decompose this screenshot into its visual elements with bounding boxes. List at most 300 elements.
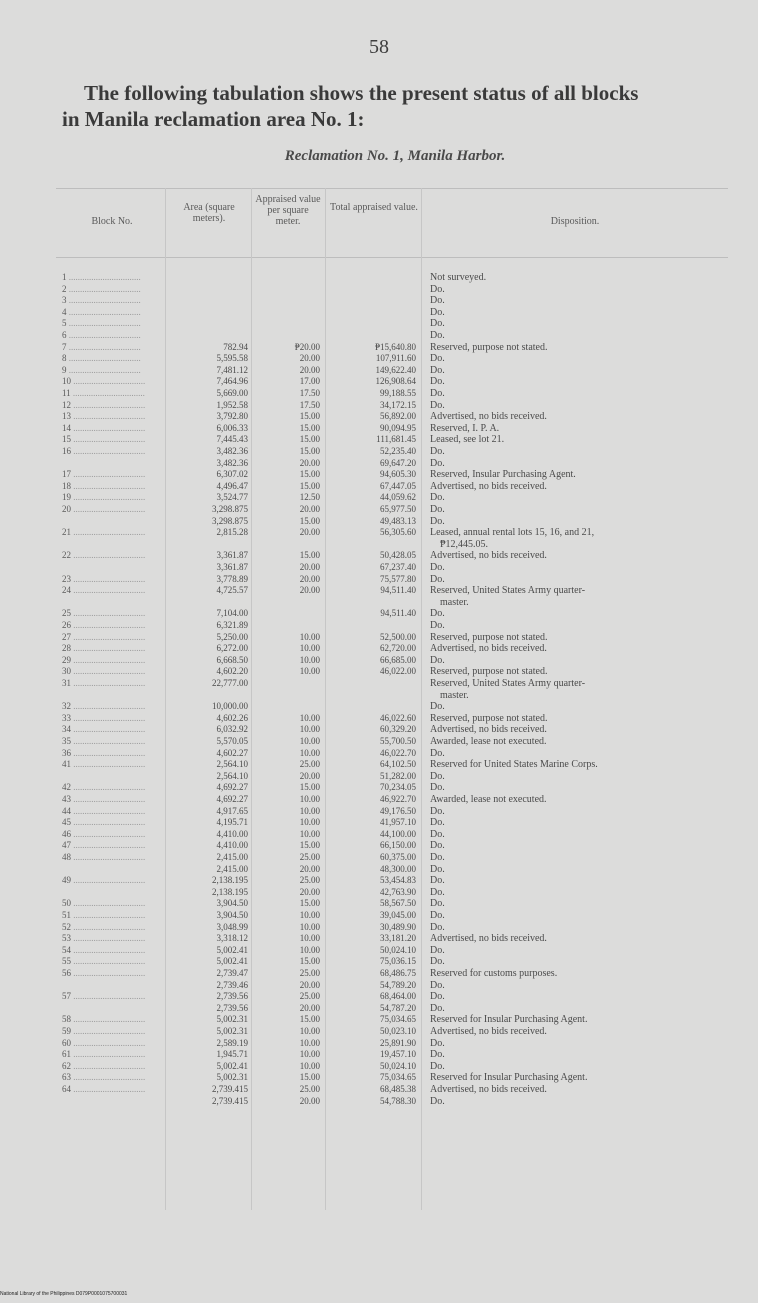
block-number-cell: 26 ..... xyxy=(62,620,162,631)
rate-cell: 25.00 xyxy=(299,875,320,886)
header-rate: Appraised value per square meter. xyxy=(255,194,321,227)
area-cell: 3,361.87 xyxy=(216,562,248,572)
disposition-cell: Advertised, no bids received. xyxy=(430,933,547,945)
area-cell: 6,272.00 xyxy=(216,643,248,654)
rate-cell: 20.00 xyxy=(299,353,320,364)
area-cell: 4,195.71 xyxy=(216,817,248,828)
total-value-cell: 44,059.62 xyxy=(380,492,416,503)
area-cell: 6,006.33 xyxy=(216,422,248,433)
disposition-cell: Do. xyxy=(430,330,445,341)
total-value-cell: 66,150.00 xyxy=(380,840,416,851)
total-value-cell: 33,181.20 xyxy=(380,933,416,944)
table-row xyxy=(0,411,758,422)
rate-cell: 20.00 xyxy=(299,1095,320,1106)
total-value-cell: ₱15,640.80 xyxy=(374,341,416,352)
total-value-cell: 67,237.40 xyxy=(380,562,416,572)
table-row xyxy=(0,446,758,457)
block-number-cell: 35 ..... xyxy=(62,736,162,747)
rate-cell: 15.00 xyxy=(299,422,320,433)
table-row xyxy=(0,852,758,863)
block-number-cell: 62 ..... xyxy=(62,1061,162,1072)
table-row xyxy=(0,643,758,654)
disposition-cell: Do. xyxy=(430,562,445,573)
block-number-cell: 31 ..... xyxy=(62,678,162,689)
disposition-cell: Do. xyxy=(430,805,445,817)
table-row xyxy=(0,736,758,747)
block-number-cell: 46 ..... xyxy=(62,829,162,840)
block-number-cell: 52 ..... xyxy=(62,922,162,933)
block-number-cell: 59 ..... xyxy=(62,1026,162,1037)
table-row xyxy=(0,1014,758,1025)
header-total: Total appraised value. xyxy=(330,202,418,213)
rate-cell: 25.00 xyxy=(299,1084,320,1094)
rate-cell: 20.00 xyxy=(299,886,320,897)
intro-line-2: in Manila reclamation area No. 1: xyxy=(62,107,365,131)
area-cell: 3,792.80 xyxy=(216,411,248,422)
disposition-cell: Do. xyxy=(430,306,445,318)
total-value-cell: 41,957.10 xyxy=(380,817,416,828)
block-number-cell: 41 ..... xyxy=(62,759,162,770)
table-row xyxy=(0,945,758,956)
table-row xyxy=(0,701,758,712)
disposition-cell: Do. xyxy=(430,353,445,365)
total-value-cell: 25,891.90 xyxy=(380,1037,416,1048)
rate-cell: 15.00 xyxy=(299,840,320,851)
block-number-cell: 18 ..... xyxy=(62,481,162,492)
disposition-cell: Do. xyxy=(430,979,445,991)
area-cell: 7,445.43 xyxy=(216,434,248,445)
disposition-cell: Do. xyxy=(430,388,445,399)
table-row xyxy=(0,330,758,341)
rate-cell: 10.00 xyxy=(299,1049,320,1060)
area-cell: 2,739.415 xyxy=(212,1084,248,1094)
table-row xyxy=(0,840,758,851)
table-row xyxy=(0,864,758,875)
disposition-cell: Reserved for Insular Purchasing Agent. xyxy=(430,1072,588,1084)
total-value-cell: 52,235.40 xyxy=(380,446,416,456)
area-cell: 4,917.65 xyxy=(216,805,248,816)
table-row xyxy=(0,991,758,1002)
table-row xyxy=(0,829,758,840)
table-row xyxy=(0,1049,758,1060)
intro-paragraph xyxy=(62,80,742,132)
block-number-cell: 55 ..... xyxy=(62,956,162,967)
disposition-cell: Do. xyxy=(430,817,445,829)
total-value-cell: 99,188.55 xyxy=(380,388,416,398)
table-row xyxy=(0,342,758,353)
block-number-cell: 56 ..... xyxy=(62,968,162,979)
total-value-cell: 49,176.50 xyxy=(380,805,416,816)
table-row xyxy=(0,1061,758,1072)
table-row xyxy=(0,817,758,828)
table-row xyxy=(0,794,758,805)
total-value-cell: 68,464.00 xyxy=(380,991,416,1002)
rate-cell: 10.00 xyxy=(299,643,320,654)
table-row xyxy=(0,574,758,585)
table-row xyxy=(0,562,758,573)
area-cell: 3,048.99 xyxy=(216,921,248,932)
area-cell: 5,669.00 xyxy=(216,388,248,398)
block-number-cell: 33 ..... xyxy=(62,713,162,724)
header-bottom-rule xyxy=(56,257,728,258)
disposition-cell: Reserved, purpose not stated. xyxy=(430,712,548,724)
rate-cell: 10.00 xyxy=(299,712,320,723)
block-number-cell: 30 ..... xyxy=(62,666,162,677)
area-cell: 4,602.20 xyxy=(216,666,248,677)
block-number-cell: 2 ..... xyxy=(62,284,162,295)
area-cell: 2,415.00 xyxy=(216,863,248,874)
disposition-cell: Reserved, purpose not stated. xyxy=(430,666,548,678)
rate-cell: 20.00 xyxy=(299,863,320,874)
rate-cell: 10.00 xyxy=(299,736,320,746)
disposition-cell: Do. xyxy=(430,295,445,307)
total-value-cell: 68,486.75 xyxy=(380,968,416,978)
table-row xyxy=(0,295,758,306)
total-value-cell: 52,500.00 xyxy=(380,631,416,642)
block-number-cell: 23 ..... xyxy=(62,574,162,585)
table-row xyxy=(0,376,758,387)
total-value-cell: 75,577.80 xyxy=(380,573,416,584)
area-cell: 2,138.195 xyxy=(212,875,248,886)
table-row xyxy=(0,353,758,364)
block-number-cell: 48 ..... xyxy=(62,852,162,863)
disposition-cell: Do. xyxy=(430,376,445,388)
table-row xyxy=(0,771,758,782)
rate-cell: 10.00 xyxy=(299,933,320,944)
table-row xyxy=(0,400,758,411)
table-row xyxy=(0,782,758,793)
table-row xyxy=(0,284,758,295)
block-number-cell: 1 ..... xyxy=(62,272,162,283)
block-number-cell: 57 ..... xyxy=(62,991,162,1002)
table-row xyxy=(0,388,758,399)
block-number-cell: 10 ..... xyxy=(62,376,162,387)
table-row xyxy=(0,550,758,561)
block-number-cell: 27 ..... xyxy=(62,632,162,643)
block-number-cell: 19 ..... xyxy=(62,492,162,503)
area-cell: 2,138.195 xyxy=(212,886,248,897)
area-cell: 4,496.47 xyxy=(216,480,248,491)
area-cell: 3,904.50 xyxy=(216,910,248,920)
block-number-cell: 45 ..... xyxy=(62,817,162,828)
block-number-cell: 9 ..... xyxy=(62,365,162,376)
area-cell: 3,482.36 xyxy=(216,457,248,468)
total-value-cell: 66,685.00 xyxy=(380,654,416,665)
area-cell: 2,739.56 xyxy=(216,1002,248,1013)
table-row xyxy=(0,759,758,770)
area-cell: 4,692.27 xyxy=(216,794,248,804)
area-cell: 2,564.10 xyxy=(216,770,248,781)
rate-cell: 15.00 xyxy=(299,550,320,561)
total-value-cell: 34,172.15 xyxy=(380,399,416,410)
table-row xyxy=(0,887,758,898)
disposition-cell: Do. xyxy=(430,1037,445,1049)
block-number-cell: 47 ..... xyxy=(62,840,162,851)
disposition-cell: Do. xyxy=(430,1095,445,1107)
total-value-cell: 75,034.65 xyxy=(380,1072,416,1083)
rate-cell: 20.00 xyxy=(299,457,320,468)
table-row xyxy=(0,318,758,329)
total-value-cell: 46,922.70 xyxy=(380,794,416,804)
block-number-cell: 60 ..... xyxy=(62,1038,162,1049)
total-value-cell: 60,375.00 xyxy=(380,852,416,862)
area-cell: 2,415.00 xyxy=(216,852,248,862)
rate-cell: 20.00 xyxy=(299,527,320,538)
rate-cell: 15.00 xyxy=(299,434,320,445)
disposition-cell: Do. xyxy=(430,573,445,585)
table-row xyxy=(0,748,758,759)
disposition-cell: Do. xyxy=(430,399,445,411)
table-row xyxy=(0,1084,758,1095)
area-cell: 2,739.415 xyxy=(212,1095,248,1106)
footer-credit: National Library of the Philippines D079P0001075700031 xyxy=(0,1291,128,1297)
disposition-cell: Advertised, no bids received. xyxy=(430,724,547,736)
table-row xyxy=(0,307,758,318)
rate-cell: 15.00 xyxy=(299,1072,320,1083)
rate-cell: 25.00 xyxy=(299,852,320,862)
disposition-cell: Reserved, United States Army quarter- xyxy=(430,678,586,689)
total-value-cell: 149,622.40 xyxy=(375,364,416,375)
area-cell: 5,250.00 xyxy=(216,631,248,642)
block-number-cell: 44 ..... xyxy=(62,806,162,817)
area-cell: 5,002.31 xyxy=(216,1072,248,1083)
rate-cell: 10.00 xyxy=(299,747,320,758)
rate-cell: ₱20.00 xyxy=(294,341,320,352)
table-row xyxy=(0,434,758,445)
disposition-cell: Do. xyxy=(430,956,445,968)
rate-cell: 10.00 xyxy=(299,944,320,955)
rate-cell: 25.00 xyxy=(299,968,320,978)
table-caption: Reclamation No. 1, Manila Harbor. xyxy=(284,148,506,164)
rate-cell: 10.00 xyxy=(299,666,320,677)
header-disposition: Disposition. xyxy=(550,216,600,227)
table-row xyxy=(0,458,758,469)
total-value-cell: 54,789.20 xyxy=(380,979,416,990)
rate-cell: 10.00 xyxy=(299,1060,320,1071)
block-number-cell: 20 ..... xyxy=(62,504,162,515)
block-number-cell: 61 ..... xyxy=(62,1049,162,1060)
total-value-cell: 44,100.00 xyxy=(380,828,416,839)
total-value-cell: 70,234.05 xyxy=(380,782,416,793)
total-value-cell: 94,605.30 xyxy=(380,469,416,480)
disposition-cell: Do. xyxy=(430,1049,445,1061)
area-cell: 7,481.12 xyxy=(216,364,248,375)
table-row xyxy=(0,632,758,643)
table-row xyxy=(0,620,758,631)
area-cell: 3,904.50 xyxy=(216,898,248,909)
block-number-cell: 49 ..... xyxy=(62,875,162,886)
disposition-cell: Reserved, Insular Purchasing Agent. xyxy=(430,469,576,481)
total-value-cell: 94,511.40 xyxy=(380,608,416,619)
header-block-no: Block No. xyxy=(91,216,133,227)
area-cell: 4,410.00 xyxy=(216,840,248,851)
table-row xyxy=(0,1096,758,1107)
total-value-cell: 46,022.60 xyxy=(380,712,416,723)
block-number-cell: 64 ..... xyxy=(62,1084,162,1095)
block-number-cell: 7 ..... xyxy=(62,342,162,353)
table-row xyxy=(0,666,758,677)
area-cell: 5,595.58 xyxy=(216,353,248,364)
area-cell: 3,298.875 xyxy=(212,515,248,526)
area-cell: 782.94 xyxy=(223,341,248,352)
disposition-cell: Do. xyxy=(430,504,445,515)
disposition-cell: Reserved, United States Army quarter- xyxy=(430,585,586,597)
disposition-cell: Advertised, no bids received. xyxy=(430,1026,547,1037)
disposition-cell: Do. xyxy=(430,991,445,1003)
total-value-cell: 56,892.00 xyxy=(380,411,416,422)
disposition-continuation xyxy=(0,539,758,550)
total-value-cell: 68,485.38 xyxy=(380,1084,416,1094)
rate-cell: 10.00 xyxy=(299,828,320,839)
block-number-cell: 53 ..... xyxy=(62,933,162,944)
disposition-cell: Do. xyxy=(430,840,445,852)
total-value-cell: 55,700.50 xyxy=(380,736,416,746)
block-number-cell: 8 ..... xyxy=(62,353,162,364)
table-row xyxy=(0,608,758,619)
table-row xyxy=(0,968,758,979)
block-number-cell: 28 ..... xyxy=(62,643,162,654)
total-value-cell: 56,305.60 xyxy=(380,527,416,538)
rate-cell: 10.00 xyxy=(299,654,320,665)
area-cell: 4,725.57 xyxy=(216,585,248,596)
disposition-cell: Reserved for Insular Purchasing Agent. xyxy=(430,1014,588,1026)
disposition-cell: Not surveyed. xyxy=(430,272,487,283)
area-cell: 2,739.56 xyxy=(216,991,248,1002)
block-number-cell: 63 ..... xyxy=(62,1072,162,1083)
area-cell: 3,482.36 xyxy=(216,446,248,456)
block-number-cell: 51 ..... xyxy=(62,910,162,921)
area-cell: 5,002.41 xyxy=(216,956,248,967)
rate-cell: 10.00 xyxy=(299,631,320,642)
disposition-cell: Do. xyxy=(430,852,445,863)
table-row xyxy=(0,713,758,724)
total-value-cell: 49,483.13 xyxy=(380,515,416,526)
disposition-cell: Advertised, no bids received. xyxy=(430,643,547,655)
total-value-cell: 90,094.95 xyxy=(380,422,416,433)
block-number-cell: 22 ..... xyxy=(62,550,162,561)
table-row xyxy=(0,655,758,666)
area-cell: 6,307.02 xyxy=(216,469,248,480)
disposition-cell: Do. xyxy=(430,457,445,469)
block-number-cell: 4 ..... xyxy=(62,307,162,318)
area-cell: 10,000.00 xyxy=(212,701,248,712)
table-row xyxy=(0,516,758,527)
table-row xyxy=(0,527,758,538)
block-number-cell: 58 ..... xyxy=(62,1014,162,1025)
block-number-cell: 54 ..... xyxy=(62,945,162,956)
block-number-cell: 29 ..... xyxy=(62,655,162,666)
rate-cell: 20.00 xyxy=(299,573,320,584)
disposition-cell: Do. xyxy=(430,910,445,921)
total-value-cell: 50,023.10 xyxy=(380,1026,416,1036)
disposition-cell: Do. xyxy=(430,898,445,910)
rate-cell: 15.00 xyxy=(299,446,320,456)
table-row xyxy=(0,933,758,944)
rate-cell: 20.00 xyxy=(299,364,320,375)
area-cell: 2,564.10 xyxy=(216,759,248,770)
total-value-cell: 65,977.50 xyxy=(380,504,416,514)
area-cell: 22,777.00 xyxy=(212,678,248,688)
block-number-cell: 6 ..... xyxy=(62,330,162,341)
area-cell: 5,002.31 xyxy=(216,1026,248,1036)
area-cell: 5,002.31 xyxy=(216,1014,248,1025)
total-value-cell: 75,034.65 xyxy=(380,1014,416,1025)
block-number-cell: 14 ..... xyxy=(62,423,162,434)
block-number-cell: 50 ..... xyxy=(62,898,162,909)
rate-cell: 12.50 xyxy=(299,492,320,503)
table-row xyxy=(0,980,758,991)
total-value-cell: 126,908.64 xyxy=(375,376,416,387)
rate-cell: 20.00 xyxy=(299,770,320,781)
rate-cell: 17.00 xyxy=(299,376,320,387)
table-row xyxy=(0,875,758,886)
table-row xyxy=(0,1072,758,1083)
total-value-cell: 46,022.70 xyxy=(380,747,416,758)
total-value-cell: 54,787.20 xyxy=(380,1002,416,1013)
total-value-cell: 111,681.45 xyxy=(376,434,416,445)
area-cell: 6,032.92 xyxy=(216,724,248,735)
disposition-cell: Do. xyxy=(430,318,445,330)
disposition-cell: Do. xyxy=(430,782,445,794)
block-number-cell: 24 ..... xyxy=(62,585,162,596)
table-row xyxy=(0,910,758,921)
area-cell: 5,570.05 xyxy=(216,736,248,746)
rate-cell: 17.50 xyxy=(299,388,320,398)
rate-cell: 25.00 xyxy=(299,759,320,770)
total-value-cell: 50,024.10 xyxy=(380,1060,416,1071)
total-value-cell: 62,720.00 xyxy=(380,643,416,654)
area-cell: 5,002.41 xyxy=(216,1060,248,1071)
area-cell: 1,952.58 xyxy=(216,399,248,410)
block-number-cell: 11 ..... xyxy=(62,388,162,399)
area-cell: 2,815.28 xyxy=(216,527,248,538)
area-cell: 7,104.00 xyxy=(216,608,248,619)
table-row xyxy=(0,504,758,515)
block-number-cell: 21 ..... xyxy=(62,527,162,538)
rate-cell: 10.00 xyxy=(299,805,320,816)
area-cell: 2,739.46 xyxy=(216,979,248,990)
rate-cell: 10.00 xyxy=(299,910,320,920)
area-cell: 6,321.89 xyxy=(216,620,248,630)
disposition-cell: Do. xyxy=(430,1060,445,1072)
table-row xyxy=(0,1003,758,1014)
total-value-cell: 54,788.30 xyxy=(380,1095,416,1106)
rate-cell: 15.00 xyxy=(299,956,320,967)
table-row xyxy=(0,678,758,689)
table-row xyxy=(0,272,758,283)
area-cell: 4,410.00 xyxy=(216,828,248,839)
rate-cell: 20.00 xyxy=(299,585,320,596)
disposition-cell: Awarded, lease not executed. xyxy=(430,794,547,805)
disposition-cell: Leased, see lot 21. xyxy=(430,434,505,446)
disposition-cell: Do. xyxy=(430,747,445,759)
rate-cell: 10.00 xyxy=(299,794,320,804)
rate-cell: 20.00 xyxy=(299,1002,320,1013)
header-area: Area (square meters). xyxy=(183,202,235,224)
disposition-cell: Do. xyxy=(430,654,445,666)
table-row xyxy=(0,585,758,596)
table-row xyxy=(0,898,758,909)
total-value-cell: 42,763.90 xyxy=(380,886,416,897)
rate-cell: 15.00 xyxy=(299,1014,320,1025)
table-top-rule xyxy=(56,188,728,189)
block-number-cell: 17 ..... xyxy=(62,469,162,480)
table-row xyxy=(0,469,758,480)
table-row xyxy=(0,481,758,492)
total-value-cell: 39,045.00 xyxy=(380,910,416,920)
disposition-cell: Do. xyxy=(430,701,445,713)
block-number-cell: 42 ..... xyxy=(62,782,162,793)
